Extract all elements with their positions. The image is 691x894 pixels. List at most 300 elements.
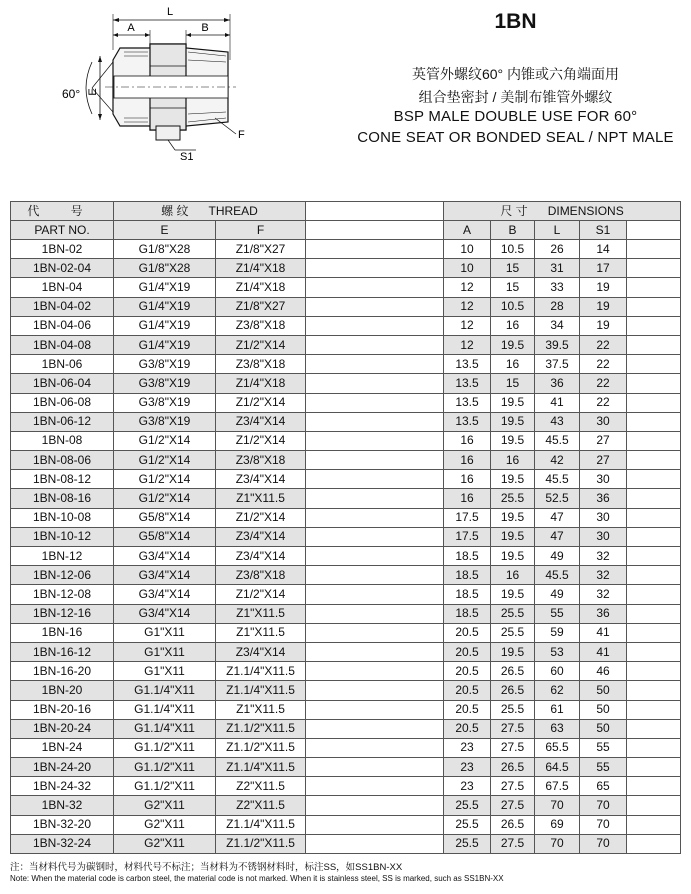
label-B: B	[201, 22, 209, 34]
cell-empty	[306, 393, 444, 412]
cell-f: Z3/4"X14	[216, 470, 306, 489]
cell-empty	[306, 278, 444, 297]
label-A: A	[127, 22, 135, 34]
cell-a: 16	[444, 451, 491, 470]
header-row-2	[11, 221, 681, 240]
cell-a: 23	[444, 777, 491, 796]
cell-l: 59	[535, 623, 580, 642]
cell-b: 26.5	[491, 681, 535, 700]
cell-s1: 30	[580, 470, 627, 489]
cell-part: 1BN-12-06	[11, 566, 114, 585]
cell-part: 1BN-02-04	[11, 259, 114, 278]
description-cn-line2: 组合垫密封 / 美制布锥管外螺纹	[418, 89, 613, 105]
cell-b: 19.5	[491, 642, 535, 661]
fitting-drawing	[0, 0, 340, 190]
table-row	[11, 834, 681, 853]
cell-l: 43	[535, 412, 580, 431]
cell-f: Z1.1/4"X11.5	[216, 815, 306, 834]
cell-b: 27.5	[491, 796, 535, 815]
cell-e: G1"X11	[114, 623, 216, 642]
cell-part: 1BN-20-24	[11, 719, 114, 738]
cell-f: Z1/2"X14	[216, 393, 306, 412]
cell-a: 20.5	[444, 642, 491, 661]
cell-a: 10	[444, 240, 491, 259]
table-row	[11, 738, 681, 757]
cell-f: Z3/4"X14	[216, 547, 306, 566]
cell-part: 1BN-32	[11, 796, 114, 815]
cell-empty	[627, 719, 681, 738]
cell-a: 17.5	[444, 527, 491, 546]
cell-part: 1BN-32-20	[11, 815, 114, 834]
cell-e: G1"X11	[114, 662, 216, 681]
cell-a: 23	[444, 758, 491, 777]
table-row	[11, 547, 681, 566]
product-title: 1BN	[494, 10, 537, 33]
cell-a: 20.5	[444, 719, 491, 738]
cell-a: 20.5	[444, 700, 491, 719]
cell-empty	[627, 547, 681, 566]
cell-empty	[306, 259, 444, 278]
cell-b: 19.5	[491, 431, 535, 450]
cell-empty	[306, 566, 444, 585]
cell-l: 69	[535, 815, 580, 834]
cell-b: 19.5	[491, 412, 535, 431]
cell-l: 45.5	[535, 431, 580, 450]
cell-empty	[306, 355, 444, 374]
cell-l: 41	[535, 393, 580, 412]
cell-part: 1BN-06-04	[11, 374, 114, 393]
cell-b: 15	[491, 278, 535, 297]
cell-b: 27.5	[491, 719, 535, 738]
cell-empty	[306, 777, 444, 796]
cell-empty	[306, 470, 444, 489]
cell-s1: 70	[580, 815, 627, 834]
cell-l: 42	[535, 451, 580, 470]
cell-empty	[627, 623, 681, 642]
cell-l: 67.5	[535, 777, 580, 796]
cell-part: 1BN-04-08	[11, 335, 114, 354]
cell-s1: 55	[580, 758, 627, 777]
table-row	[11, 662, 681, 681]
cell-empty	[627, 335, 681, 354]
cell-b: 27.5	[491, 738, 535, 757]
cell-s1: 50	[580, 681, 627, 700]
cell-b: 19.5	[491, 393, 535, 412]
description-en-line1: BSP MALE DOUBLE USE FOR 60°	[393, 108, 638, 125]
cell-e: G3/8"X19	[114, 412, 216, 431]
cell-part: 1BN-06-12	[11, 412, 114, 431]
cell-empty	[627, 796, 681, 815]
cell-part: 1BN-16	[11, 623, 114, 642]
cell-empty	[627, 259, 681, 278]
table-row	[11, 700, 681, 719]
cell-f: Z1.1/2"X11.5	[216, 738, 306, 757]
cell-a: 17.5	[444, 508, 491, 527]
cell-s1: 36	[580, 604, 627, 623]
header-gap	[306, 221, 444, 240]
cell-empty	[627, 815, 681, 834]
cell-e: G1/8"X28	[114, 240, 216, 259]
cell-f: Z1.1/4"X11.5	[216, 758, 306, 777]
cell-e: G1.1/4"X11	[114, 700, 216, 719]
cell-empty	[627, 566, 681, 585]
cell-e: G3/8"X19	[114, 374, 216, 393]
cell-s1: 22	[580, 374, 627, 393]
cell-l: 64.5	[535, 758, 580, 777]
cell-a: 23	[444, 738, 491, 757]
cell-e: G1/2"X14	[114, 431, 216, 450]
cell-e: G1.1/4"X11	[114, 681, 216, 700]
cell-s1: 19	[580, 297, 627, 316]
cell-b: 16	[491, 316, 535, 335]
cell-f: Z1/4"X18	[216, 278, 306, 297]
cell-f: Z3/4"X14	[216, 412, 306, 431]
cell-l: 55	[535, 604, 580, 623]
cell-part: 1BN-24-32	[11, 777, 114, 796]
cell-b: 16	[491, 566, 535, 585]
cell-empty	[627, 527, 681, 546]
cell-empty	[627, 278, 681, 297]
cell-f: Z3/4"X14	[216, 527, 306, 546]
cell-l: 49	[535, 585, 580, 604]
table-row	[11, 566, 681, 585]
label-E: E	[87, 88, 99, 96]
cell-l: 47	[535, 508, 580, 527]
cell-a: 20.5	[444, 662, 491, 681]
cell-empty	[627, 393, 681, 412]
cell-part: 1BN-16-20	[11, 662, 114, 681]
header-row-1	[11, 202, 681, 221]
cell-part: 1BN-08-12	[11, 470, 114, 489]
cell-empty	[306, 508, 444, 527]
cell-empty	[306, 834, 444, 853]
cell-s1: 22	[580, 335, 627, 354]
cell-f: Z1.1/2"X11.5	[216, 834, 306, 853]
cell-s1: 19	[580, 278, 627, 297]
cell-part: 1BN-16-12	[11, 642, 114, 661]
description-cn-line1: 英管外螺纹60° 内锥或六角端面用	[411, 66, 620, 82]
cell-empty	[306, 623, 444, 642]
cell-a: 13.5	[444, 393, 491, 412]
table-row	[11, 719, 681, 738]
table-row	[11, 240, 681, 259]
cell-f: Z1/2"X14	[216, 585, 306, 604]
cell-empty	[627, 451, 681, 470]
table-row	[11, 623, 681, 642]
table-row	[11, 393, 681, 412]
table-row	[11, 259, 681, 278]
cell-a: 12	[444, 316, 491, 335]
cell-s1: 36	[580, 489, 627, 508]
table-row	[11, 489, 681, 508]
cell-part: 1BN-08-06	[11, 451, 114, 470]
cell-s1: 50	[580, 719, 627, 738]
cell-l: 70	[535, 796, 580, 815]
cell-l: 53	[535, 642, 580, 661]
cell-f: Z1.1/4"X11.5	[216, 662, 306, 681]
cell-e: G1/4"X19	[114, 335, 216, 354]
cell-s1: 55	[580, 738, 627, 757]
cell-empty	[306, 604, 444, 623]
cell-empty	[306, 815, 444, 834]
table-row	[11, 508, 681, 527]
header-gap-end	[627, 221, 681, 240]
cell-e: G1/2"X14	[114, 489, 216, 508]
cell-empty	[627, 662, 681, 681]
cell-empty	[627, 412, 681, 431]
cell-empty	[627, 374, 681, 393]
cell-a: 25.5	[444, 796, 491, 815]
cell-empty	[627, 355, 681, 374]
cell-empty	[306, 374, 444, 393]
table-row	[11, 297, 681, 316]
cell-s1: 70	[580, 796, 627, 815]
cell-b: 27.5	[491, 834, 535, 853]
cell-empty	[306, 719, 444, 738]
cell-a: 25.5	[444, 834, 491, 853]
cell-e: G2"X11	[114, 815, 216, 834]
cell-l: 37.5	[535, 355, 580, 374]
cell-f: Z1.1/2"X11.5	[216, 719, 306, 738]
cell-f: Z1/8"X27	[216, 297, 306, 316]
cell-e: G1/4"X19	[114, 297, 216, 316]
cell-empty	[627, 681, 681, 700]
cell-b: 19.5	[491, 335, 535, 354]
header-col-S1: S1	[580, 221, 627, 240]
cell-b: 15	[491, 374, 535, 393]
cell-empty	[627, 604, 681, 623]
cell-empty	[627, 777, 681, 796]
cell-a: 20.5	[444, 681, 491, 700]
cell-a: 18.5	[444, 566, 491, 585]
table-row	[11, 758, 681, 777]
cell-b: 25.5	[491, 623, 535, 642]
table-row	[11, 777, 681, 796]
cell-f: Z1/2"X14	[216, 431, 306, 450]
cell-e: G2"X11	[114, 796, 216, 815]
cell-e: G2"X11	[114, 834, 216, 853]
cell-l: 45.5	[535, 470, 580, 489]
cell-f: Z3/8"X18	[216, 355, 306, 374]
cell-part: 1BN-02	[11, 240, 114, 259]
cell-s1: 14	[580, 240, 627, 259]
cell-b: 25.5	[491, 489, 535, 508]
cell-b: 10.5	[491, 297, 535, 316]
cell-empty	[627, 489, 681, 508]
cell-f: Z3/8"X18	[216, 316, 306, 335]
cell-empty	[627, 508, 681, 527]
header-thread: 螺 纹 THREAD	[114, 202, 306, 221]
cell-a: 10	[444, 259, 491, 278]
cell-s1: 65	[580, 777, 627, 796]
table-row	[11, 796, 681, 815]
cell-empty	[306, 335, 444, 354]
cell-f: Z1"X11.5	[216, 700, 306, 719]
cell-empty	[306, 681, 444, 700]
cell-l: 45.5	[535, 566, 580, 585]
description-en-line2: CONE SEAT OR BONDED SEAL / NPT MALE	[357, 129, 674, 146]
cell-empty	[306, 412, 444, 431]
table-row	[11, 374, 681, 393]
cell-part: 1BN-12-08	[11, 585, 114, 604]
cell-s1: 30	[580, 508, 627, 527]
cell-b: 16	[491, 355, 535, 374]
cell-b: 27.5	[491, 777, 535, 796]
cell-f: Z1"X11.5	[216, 604, 306, 623]
table-row	[11, 527, 681, 546]
cell-l: 39.5	[535, 335, 580, 354]
cell-b: 16	[491, 451, 535, 470]
cell-part: 1BN-24	[11, 738, 114, 757]
cell-e: G1.1/2"X11	[114, 758, 216, 777]
cell-empty	[306, 662, 444, 681]
cell-l: 65.5	[535, 738, 580, 757]
cell-s1: 70	[580, 834, 627, 853]
cell-empty	[627, 585, 681, 604]
cell-empty	[627, 431, 681, 450]
cell-e: G1/2"X14	[114, 451, 216, 470]
cell-f: Z3/8"X18	[216, 451, 306, 470]
cell-a: 13.5	[444, 355, 491, 374]
cell-s1: 17	[580, 259, 627, 278]
cell-e: G5/8"X14	[114, 508, 216, 527]
cell-part: 1BN-04-02	[11, 297, 114, 316]
header-gap	[306, 202, 444, 221]
cell-b: 25.5	[491, 700, 535, 719]
header-part-cn: 代 号	[11, 202, 114, 221]
table-row	[11, 642, 681, 661]
cell-empty	[627, 738, 681, 757]
cell-e: G1/4"X19	[114, 316, 216, 335]
cell-s1: 30	[580, 412, 627, 431]
note-cn: 注：当材料代号为碳钢时，材料代号不标注；当材料为不锈钢材料时，标注SS，如SS1BN-XX	[10, 862, 403, 873]
header-col-B: B	[491, 221, 535, 240]
header-col-L: L	[535, 221, 580, 240]
cell-b: 19.5	[491, 547, 535, 566]
cell-empty	[306, 316, 444, 335]
spec-table	[10, 201, 681, 854]
table-row	[11, 604, 681, 623]
cell-empty	[306, 431, 444, 450]
cell-s1: 19	[580, 316, 627, 335]
cell-empty	[306, 240, 444, 259]
label-angle: 60°	[62, 87, 81, 101]
cell-l: 28	[535, 297, 580, 316]
table-row	[11, 412, 681, 431]
cell-part: 1BN-08-16	[11, 489, 114, 508]
cell-part: 1BN-04	[11, 278, 114, 297]
header-dimensions: 尺 寸 DIMENSIONS	[444, 202, 681, 221]
header-col-A: A	[444, 221, 491, 240]
label-F: F	[238, 129, 245, 141]
cell-a: 12	[444, 335, 491, 354]
table-row	[11, 355, 681, 374]
cell-f: Z1"X11.5	[216, 489, 306, 508]
cell-empty	[306, 489, 444, 508]
cell-a: 18.5	[444, 604, 491, 623]
cell-l: 61	[535, 700, 580, 719]
table-row	[11, 470, 681, 489]
cell-f: Z1.1/4"X11.5	[216, 681, 306, 700]
cell-empty	[306, 700, 444, 719]
cell-part: 1BN-20-16	[11, 700, 114, 719]
cell-b: 26.5	[491, 815, 535, 834]
cell-b: 10.5	[491, 240, 535, 259]
cell-l: 63	[535, 719, 580, 738]
cell-a: 18.5	[444, 585, 491, 604]
cell-part: 1BN-24-20	[11, 758, 114, 777]
note-en: Note: When the material code is carbon steel, the material code is not marked. When it is stainless steel, SS is marked, such as SS1BN-XX	[10, 874, 504, 883]
cell-f: Z3/4"X14	[216, 642, 306, 661]
cell-l: 62	[535, 681, 580, 700]
cell-e: G3/8"X19	[114, 355, 216, 374]
cell-empty	[627, 642, 681, 661]
cell-e: G1/4"X19	[114, 278, 216, 297]
cell-b: 19.5	[491, 585, 535, 604]
table-row	[11, 316, 681, 335]
cell-b: 15	[491, 259, 535, 278]
cell-part: 1BN-06-08	[11, 393, 114, 412]
cell-e: G3/4"X14	[114, 547, 216, 566]
cell-s1: 22	[580, 355, 627, 374]
cell-l: 26	[535, 240, 580, 259]
cell-s1: 32	[580, 585, 627, 604]
cell-l: 36	[535, 374, 580, 393]
cell-part: 1BN-10-08	[11, 508, 114, 527]
cell-part: 1BN-04-06	[11, 316, 114, 335]
cell-b: 19.5	[491, 508, 535, 527]
cell-l: 60	[535, 662, 580, 681]
cell-empty	[627, 316, 681, 335]
cell-e: G1"X11	[114, 642, 216, 661]
cell-empty	[306, 451, 444, 470]
cell-f: Z3/8"X18	[216, 566, 306, 585]
label-S1: S1	[180, 151, 194, 163]
cell-l: 52.5	[535, 489, 580, 508]
cell-s1: 27	[580, 451, 627, 470]
cell-e: G1.1/4"X11	[114, 719, 216, 738]
cell-empty	[306, 585, 444, 604]
header-part-en: PART NO.	[11, 221, 114, 240]
cell-e: G5/8"X14	[114, 527, 216, 546]
cell-empty	[627, 297, 681, 316]
label-L: L	[166, 6, 174, 18]
cell-l: 47	[535, 527, 580, 546]
cell-a: 16	[444, 470, 491, 489]
cell-empty	[627, 758, 681, 777]
cell-a: 16	[444, 431, 491, 450]
cell-e: G1.1/2"X11	[114, 777, 216, 796]
cell-f: Z1/4"X18	[216, 259, 306, 278]
cell-s1: 41	[580, 623, 627, 642]
cell-part: 1BN-10-12	[11, 527, 114, 546]
cell-s1: 32	[580, 547, 627, 566]
cell-s1: 50	[580, 700, 627, 719]
cell-s1: 32	[580, 566, 627, 585]
cell-e: G3/8"X19	[114, 393, 216, 412]
cell-a: 13.5	[444, 412, 491, 431]
cell-f: Z1/2"X14	[216, 508, 306, 527]
cell-s1: 27	[580, 431, 627, 450]
cell-f: Z1/2"X14	[216, 335, 306, 354]
cell-l: 70	[535, 834, 580, 853]
cell-empty	[627, 834, 681, 853]
cell-l: 34	[535, 316, 580, 335]
cell-empty	[306, 738, 444, 757]
header-col-E: E	[114, 221, 216, 240]
cell-e: G1.1/2"X11	[114, 738, 216, 757]
cell-part: 1BN-20	[11, 681, 114, 700]
